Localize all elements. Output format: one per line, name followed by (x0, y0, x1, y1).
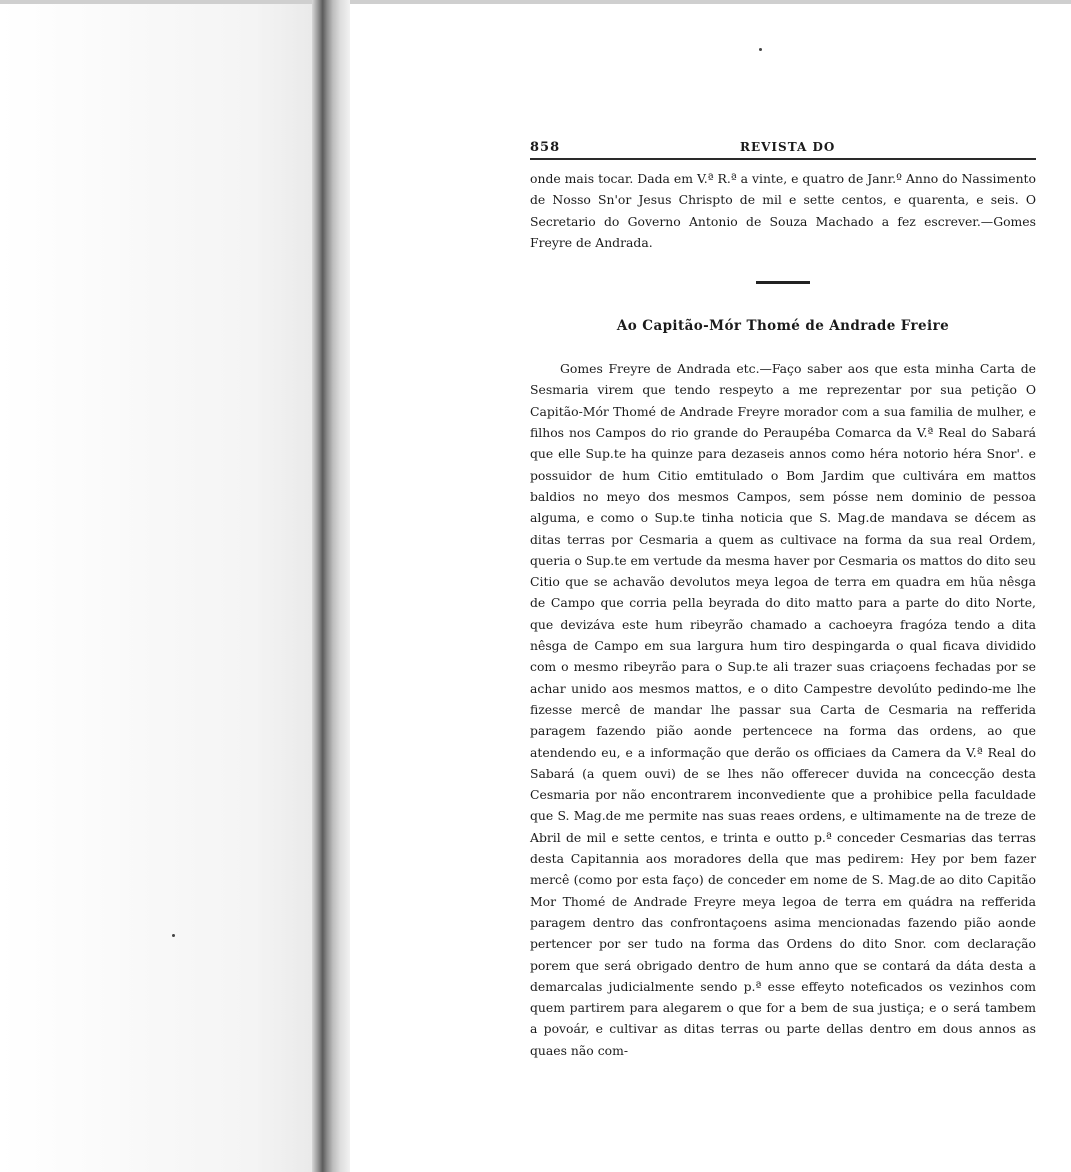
scan-speck (759, 48, 762, 51)
section-heading: Ao Capitão-Mór Thomé de Andrade Freire (616, 318, 950, 335)
book-gutter-shadow (312, 0, 350, 1172)
intro-paragraph: onde mais tocar. Dada em V.ª R.ª a vinte, e quatro de Janr.º Anno do Nassimento de Nosso Sn'or Jesus Chrispto de mil e sette centos, e quarenta, e seis. O Secretario do Governo Antonio de Souza Machado a fez escrever.—Gomes Freyre de Andrada. (530, 171, 1036, 250)
scan-speck (172, 934, 175, 937)
document-page (530, 140, 1036, 1061)
running-header (530, 140, 1036, 160)
page-number: 858 (530, 140, 561, 155)
blank-left-page (0, 4, 318, 1172)
body-paragraph: Gomes Freyre de Andrada etc.—Faço saber aos que esta minha Carta de Sesmaria virem que tendo respeyto a me reprezentar por sua petição O Capitão-Mór Thomé de Andrade Freyre morador com a sua familia de mulher, e filhos nos Campos do rio grande do Peraupéba Comarca da V.ª Real do Sabará que elle Sup.te ha quinze para dezaseis annos como héra notorio héra Snor'. e possuidor de hum Citio emtitulado o Bom Jardim que cultivára em mattos baldios no meyo dos mesmos Campos, sem pósse nem dominio de pessoa alguma, e como o Sup.te tinha noticia que S. Mag.de mandava se décem as ditas terras por Cesmaria a quem as cultivace na forma da sua real Ordem, queria o Sup.te em vertude da mesma haver por Cesmaria os mattos do dito seu Citio que se achavão devolutos meya legoa de terra em quadra em hũa nêsga de Campo que corria pella beyrada do dito matto para a parte do dito Norte, que devizáva este hum ribeyrão chamado a cachoeyra fragóza tendo a dita nêsga de Campo em sua largura hum tiro despingarda o qual ficava dividido com o mesmo ribeyrão para o Sup.te ali trazer suas criaçoens fechadas por se achar unido aos mesmos mattos, e o dito Campestre devolúto pedindo-me lhe fizesse mercê de mandar lhe passar sua Carta de Cesmaria na refferida paragem fazendo pião aonde pertencece na forma das ordens, ao que atendendo eu, e a informação que derão os officiaes da Camera da V.ª Real do Sabará (a quem ouvi) de se lhes não offerecer duvida na concecção desta Cesmaria por não encontrarem inconvediente que a prohibice pella faculdade que S. Mag.de me permite nas suas reaes ordens, e ultimamente na de treze de Abril de mil e sette centos, e trinta e outto p.ª conceder Cesmarias das terras desta Capitannia aos moradores della que mas pedirem: Hey por bem fazer mercê (como por esta faço) de conceder em nome de S. Mag.de ao dito Capitão Mor Thomé de Andrade Freyre meya legoa de terra em quádra na refferida paragem dentro das confrontaçoens asima mencionadas fazendo pião aonde pertencer por ser tudo na forma das Ordens do dito Snor. com declaração porem que será obrigado dentro de hum anno que se contará da dáta desta a demarcalas judicialmente sendo p.ª esse effeyto noteficados os vezinhos com quem partirem para alegarem o que for a bem de sua justiça; e o será tambem a povoár, e cultivar as ditas terras ou parte dellas dentro em dous annos as quaes não com- (530, 361, 1036, 1058)
running-title: REVISTA DO (740, 140, 836, 154)
section-divider (756, 281, 810, 284)
